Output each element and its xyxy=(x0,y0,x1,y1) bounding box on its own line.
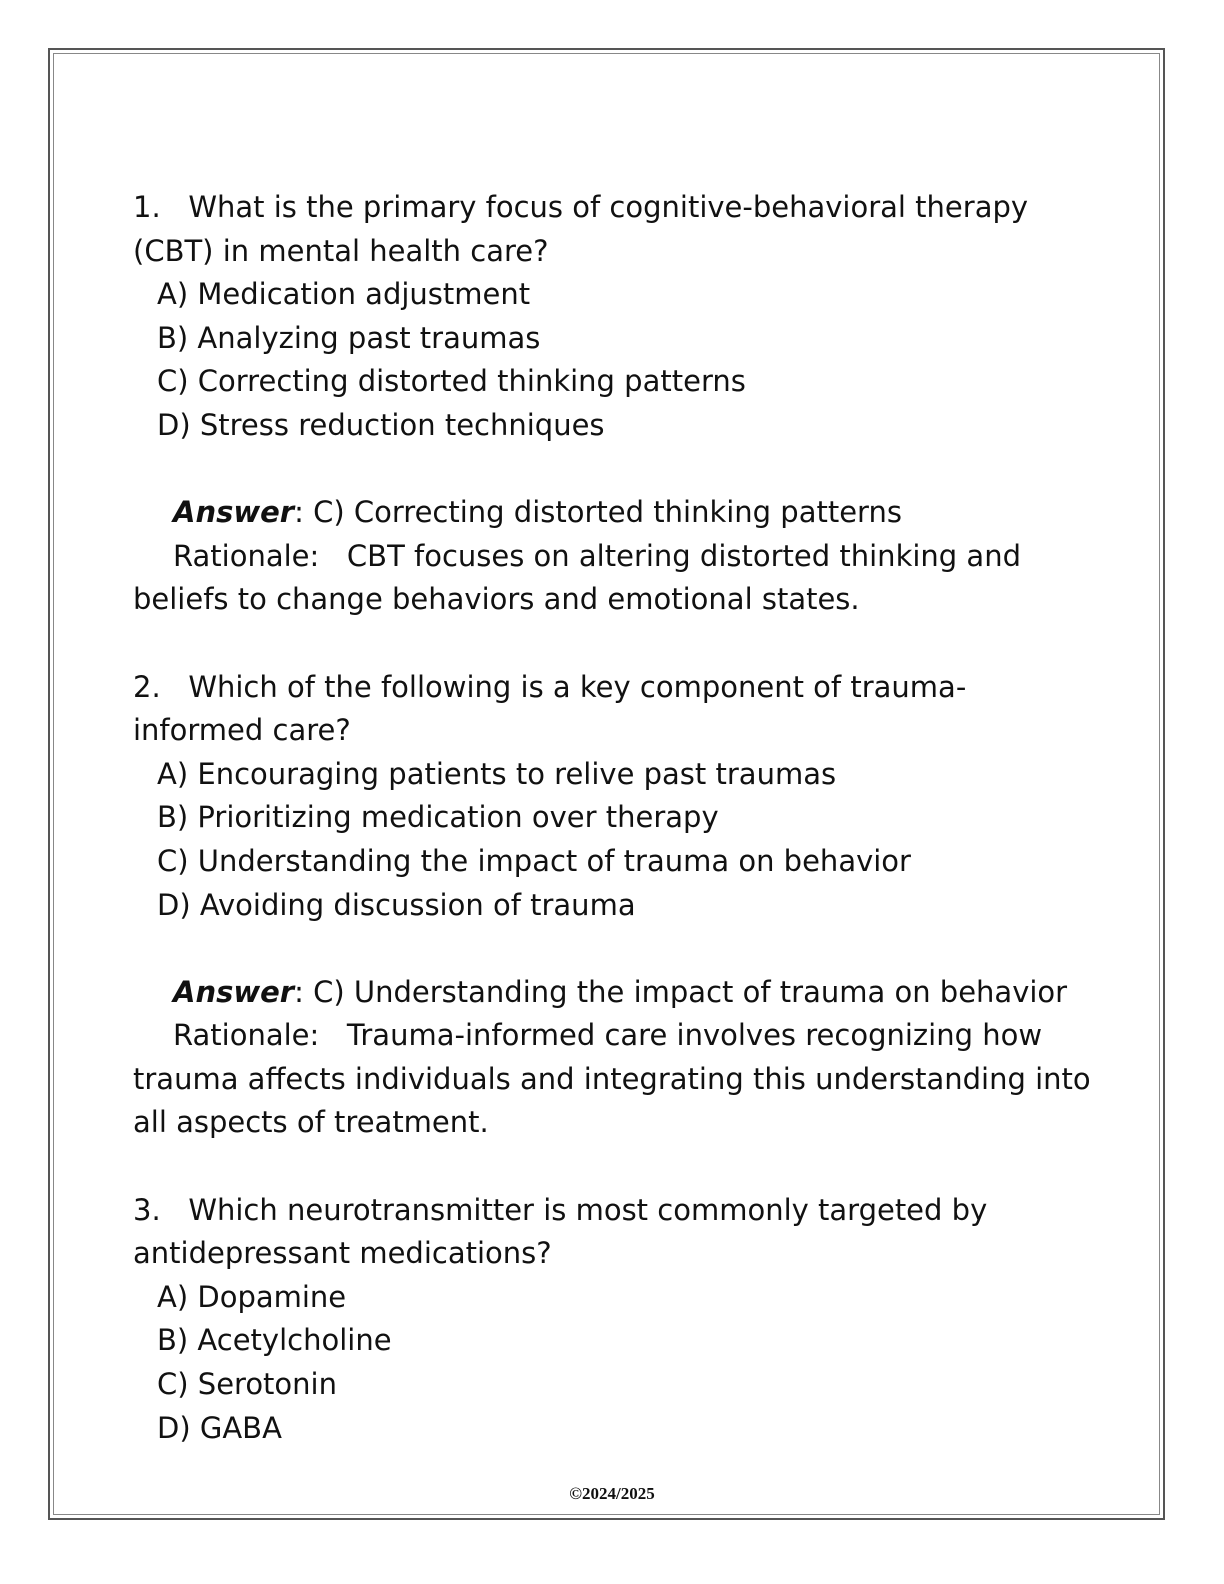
option-d: D) Stress reduction techniques xyxy=(157,407,605,442)
option-c: C) Correcting distorted thinking patterns xyxy=(157,364,746,399)
rationale-line: all aspects of treatment. xyxy=(133,1105,489,1140)
question-2 xyxy=(133,666,1093,1146)
question-stem-line: 3. Which neurotransmitter is most commonly targeted by xyxy=(133,1192,988,1227)
question-stem-line: 2. Which of the following is a key component of trauma- xyxy=(133,669,967,704)
answer-text: : C) Correcting distorted thinking patterns xyxy=(294,495,902,530)
answer-line xyxy=(133,971,1093,1015)
answer-text: : C) Understanding the impact of trauma on behavior xyxy=(294,974,1068,1009)
rationale-line: beliefs to change behaviors and emotional states. xyxy=(133,582,860,617)
copyright-footer: ©2024/2025 xyxy=(569,1484,655,1503)
answer-label: Answer xyxy=(173,974,295,1009)
rationale-line: Rationale: Trauma-informed care involves recognizing how xyxy=(173,1018,1043,1053)
option-b: B) Prioritizing medication over therapy xyxy=(157,800,719,835)
option-a: A) Encouraging patients to relive past traumas xyxy=(157,756,837,791)
option-b: B) Analyzing past traumas xyxy=(157,320,541,355)
question-stem-line: (CBT) in mental health care? xyxy=(133,233,549,268)
answer-label: Answer xyxy=(173,495,295,530)
question-3 xyxy=(133,1189,1093,1451)
option-a: A) Dopamine xyxy=(157,1279,347,1314)
question-stem-line: antidepressant medications? xyxy=(133,1236,552,1271)
option-d: D) GABA xyxy=(157,1410,282,1445)
option-c: C) Understanding the impact of trauma on behavior xyxy=(157,843,911,878)
option-c: C) Serotonin xyxy=(157,1367,337,1402)
option-a: A) Medication adjustment xyxy=(157,277,531,312)
rationale-line: Rationale: CBT focuses on altering distorted thinking and xyxy=(173,538,1021,573)
answer-line xyxy=(133,491,1093,535)
question-1 xyxy=(133,186,1093,622)
rationale-line: trauma affects individuals and integrating this understanding into xyxy=(133,1061,1091,1096)
document-body xyxy=(133,186,1093,1450)
option-b: B) Acetylcholine xyxy=(157,1323,392,1358)
question-stem-line: informed care? xyxy=(133,713,351,748)
question-stem-line: 1. What is the primary focus of cognitive-behavioral therapy xyxy=(133,190,1029,224)
option-d: D) Avoiding discussion of trauma xyxy=(157,887,636,922)
